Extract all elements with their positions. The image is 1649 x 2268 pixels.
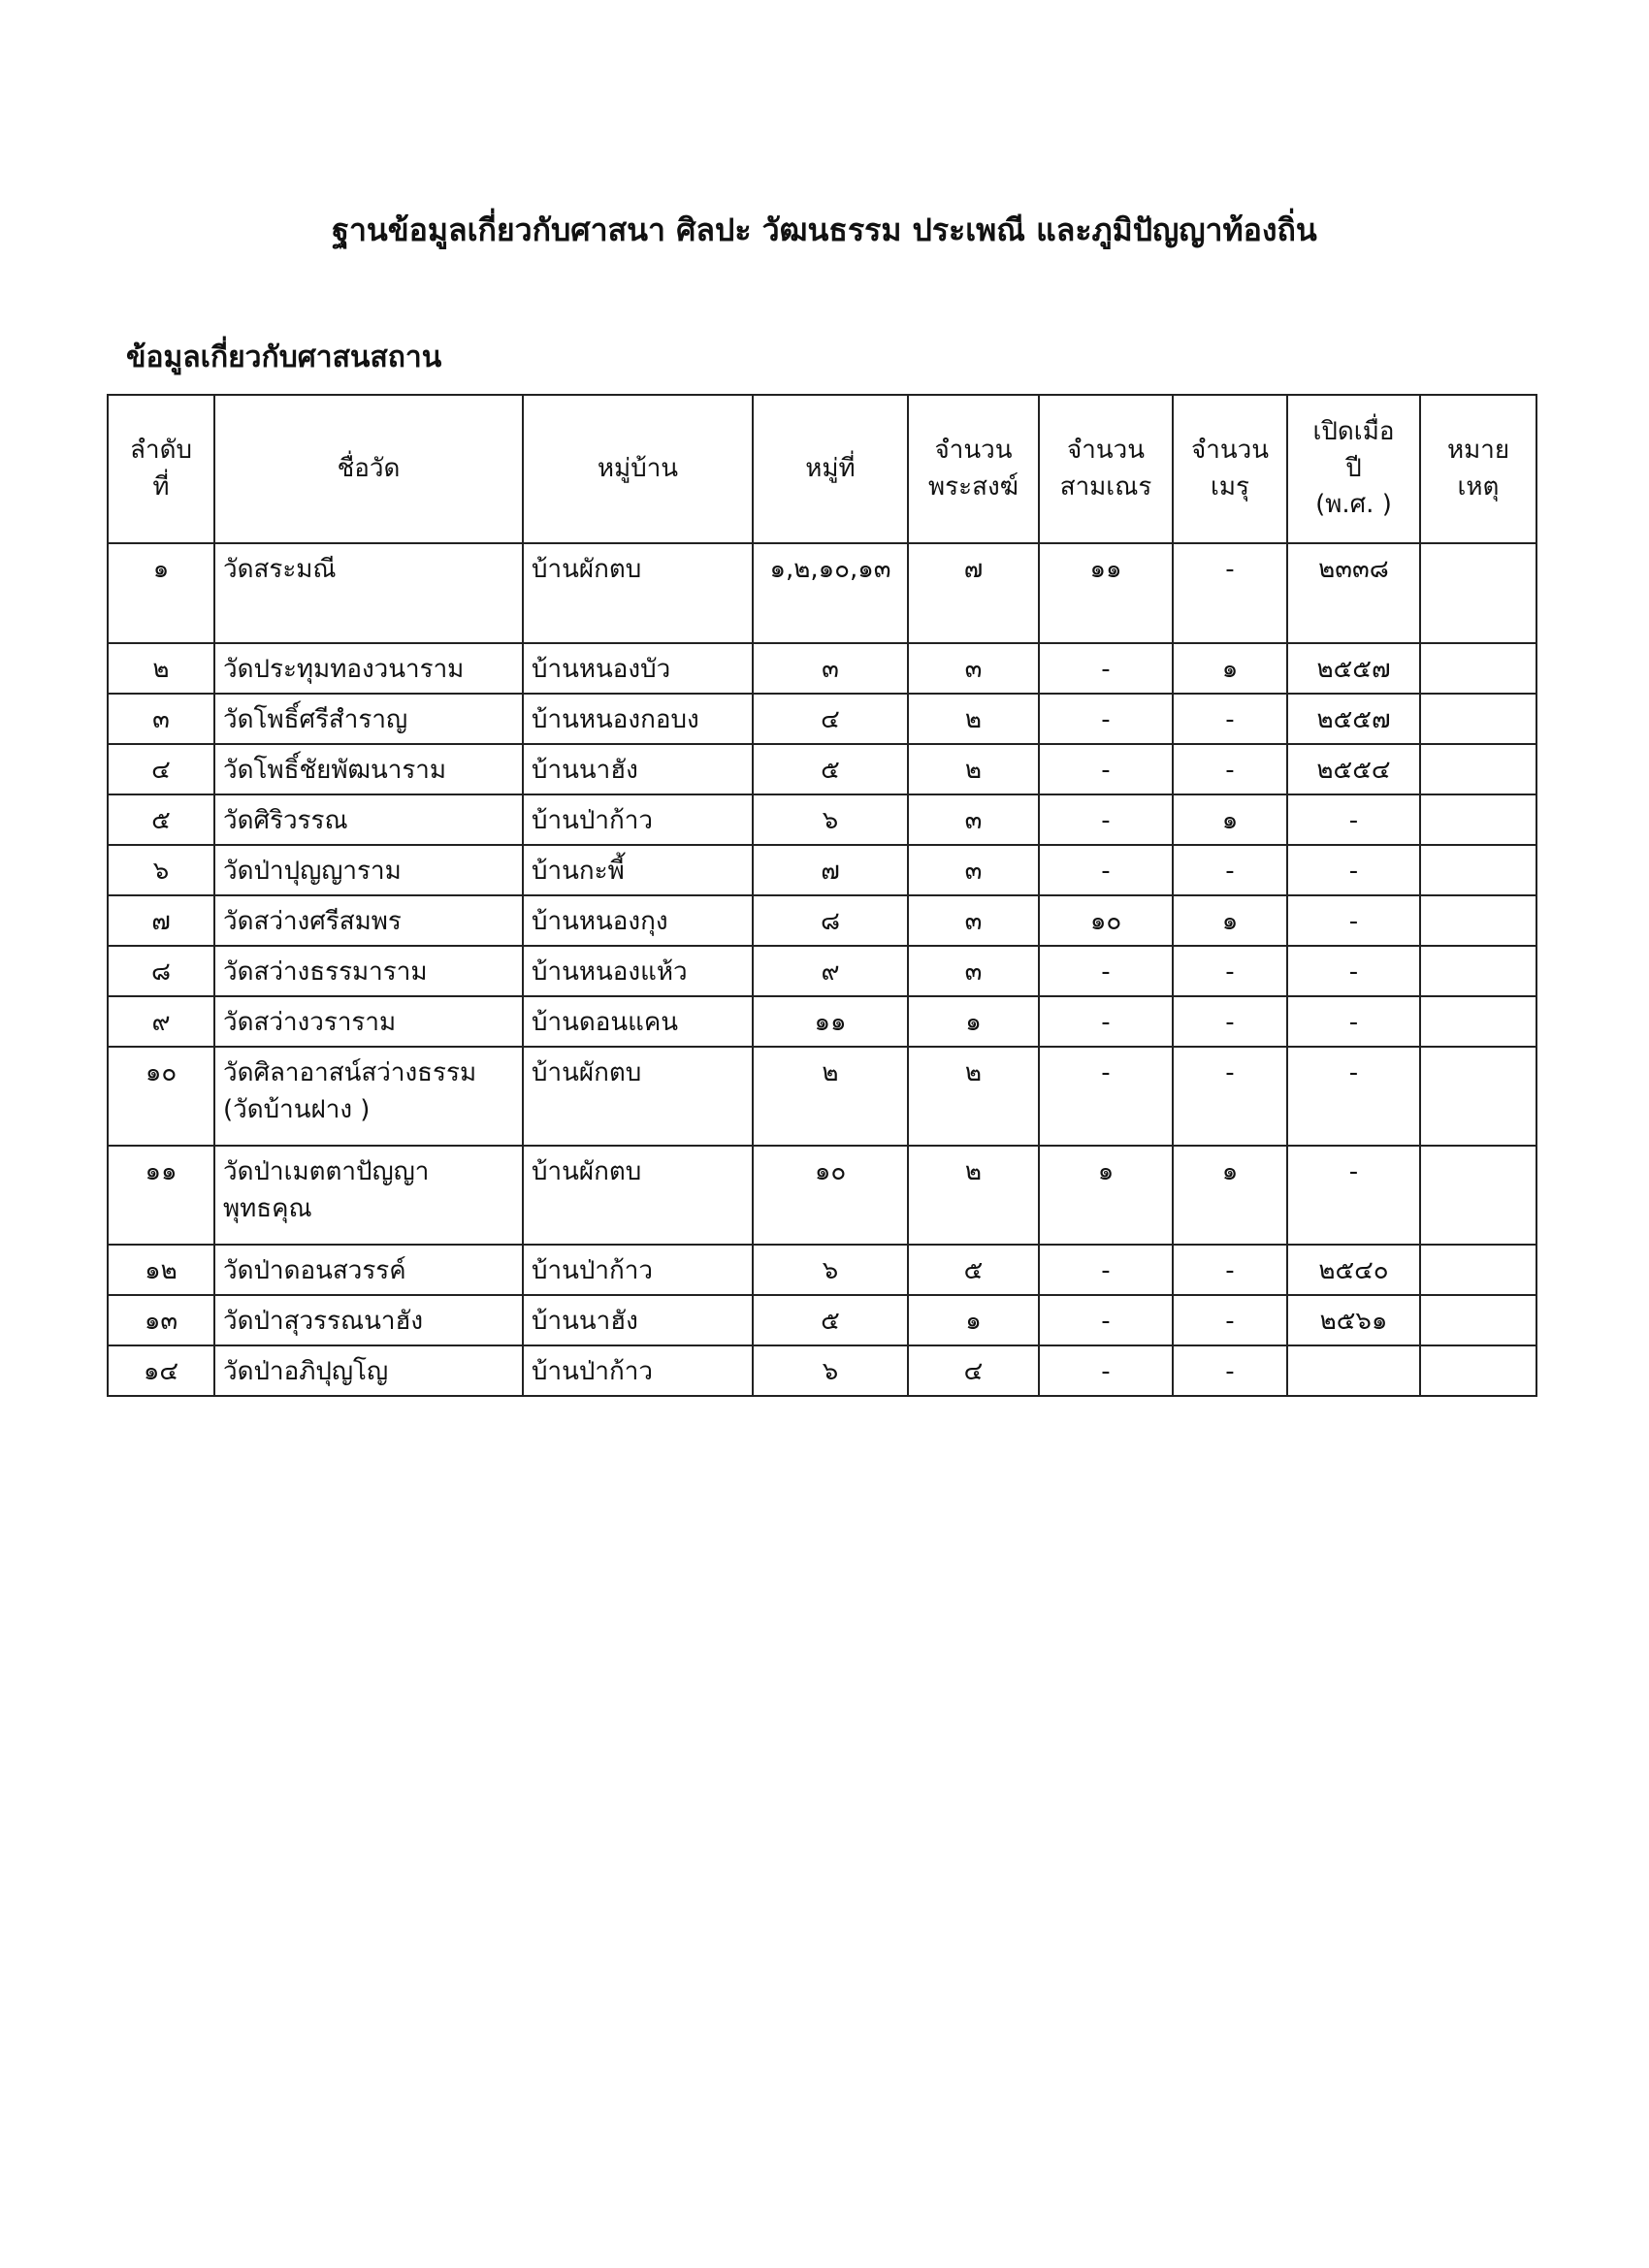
temple-name-line: วัดประทุมทองวนาราม [223, 655, 465, 684]
cell-novices: - [1039, 1047, 1173, 1146]
cell-meru: - [1173, 946, 1287, 996]
temple-name-line: วัดโพธิ์ศรีสำราญ [223, 705, 408, 734]
cell-temple-name [214, 543, 523, 643]
cell-meru: ๑ [1173, 643, 1287, 694]
cell-opened-year: ๒๕๕๗ [1287, 643, 1420, 694]
table-row [108, 744, 1536, 794]
cell-novices: - [1039, 845, 1173, 895]
cell-order: ๘ [108, 946, 214, 996]
cell-moo: ๖ [753, 1245, 908, 1295]
table-row [108, 643, 1536, 694]
cell-moo: ๑๐ [753, 1146, 908, 1245]
cell-novices: ๑๐ [1039, 895, 1173, 946]
cell-order: ๖ [108, 845, 214, 895]
cell-remark [1420, 643, 1536, 694]
cell-remark [1420, 694, 1536, 744]
cell-village: บ้านกะพี้ [523, 845, 753, 895]
cell-remark [1420, 543, 1536, 643]
header-moo: หมู่ที่ [753, 395, 908, 543]
cell-novices: - [1039, 643, 1173, 694]
cell-order: ๑๐ [108, 1047, 214, 1146]
cell-order: ๙ [108, 996, 214, 1047]
header-opened-line: (พ.ศ. ) [1315, 490, 1392, 520]
cell-opened-year: - [1287, 845, 1420, 895]
cell-order: ๑๒ [108, 1245, 214, 1295]
cell-village: บ้านหนองกุง [523, 895, 753, 946]
cell-village: บ้านหนองแห้ว [523, 946, 753, 996]
header-meru-line: จำนวน [1191, 435, 1269, 465]
table-row [108, 694, 1536, 744]
cell-meru: ๑ [1173, 895, 1287, 946]
temple-name-line: วัดป่าปุญญาราม [223, 857, 402, 886]
table-row [108, 1047, 1536, 1146]
cell-opened-year: - [1287, 996, 1420, 1047]
header-remark-line: เหตุ [1457, 471, 1500, 502]
cell-novices: - [1039, 1245, 1173, 1295]
cell-opened-year: ๒๕๕๗ [1287, 694, 1420, 744]
cell-moo: ๗ [753, 845, 908, 895]
cell-opened-year: - [1287, 946, 1420, 996]
section-heading: ข้อมูลเกี่ยวกับศาสนสถาน [126, 340, 442, 374]
temple-name-line: พุทธคุณ [223, 1193, 312, 1223]
cell-novices: ๑๑ [1039, 543, 1173, 643]
cell-monks: ๓ [908, 794, 1039, 845]
header-monks [908, 395, 1039, 543]
cell-temple-name [214, 845, 523, 895]
document-title: ฐานข้อมูลเกี่ยวกับศาสนา ศิลปะ วัฒนธรรม ประเพณี และภูมิปัญญาท้องถิ่น [332, 211, 1317, 248]
cell-meru: - [1173, 1245, 1287, 1295]
cell-village: บ้านดอนแคน [523, 996, 753, 1047]
temple-name-line: วัดสระมณี [223, 555, 337, 584]
table-row [108, 1295, 1536, 1345]
cell-remark [1420, 744, 1536, 794]
cell-remark [1420, 1245, 1536, 1295]
cell-monks: ๕ [908, 1245, 1039, 1295]
header-novices-line: จำนวน [1067, 435, 1145, 465]
cell-novices: ๑ [1039, 1146, 1173, 1245]
cell-monks: ๓ [908, 895, 1039, 946]
cell-meru: - [1173, 694, 1287, 744]
cell-moo: ๖ [753, 794, 908, 845]
table-row [108, 946, 1536, 996]
cell-remark [1420, 946, 1536, 996]
cell-village: บ้านผักตบ [523, 1047, 753, 1146]
cell-order: ๓ [108, 694, 214, 744]
cell-moo: ๕ [753, 1295, 908, 1345]
cell-opened-year: ๒๕๕๔ [1287, 744, 1420, 794]
cell-remark [1420, 794, 1536, 845]
cell-temple-name [214, 744, 523, 794]
temples-table [107, 394, 1537, 1397]
header-order-line: ลำดับ [130, 435, 192, 465]
cell-novices: - [1039, 946, 1173, 996]
cell-monks: ๒ [908, 1047, 1039, 1146]
cell-order: ๑ [108, 543, 214, 643]
header-remark [1420, 395, 1536, 543]
cell-temple-name [214, 1245, 523, 1295]
table-header-row [108, 395, 1536, 543]
temple-name-line: วัดศิริวรรณ [223, 806, 348, 835]
temple-name-line: วัดป่าเมตตาปัญญา [223, 1157, 430, 1186]
cell-meru: - [1173, 1345, 1287, 1396]
cell-moo: ๕ [753, 744, 908, 794]
cell-temple-name [214, 643, 523, 694]
cell-remark [1420, 845, 1536, 895]
cell-monks: ๒ [908, 744, 1039, 794]
cell-opened-year [1287, 1345, 1420, 1396]
cell-order: ๒ [108, 643, 214, 694]
header-order [108, 395, 214, 543]
cell-novices: - [1039, 794, 1173, 845]
header-meru [1173, 395, 1287, 543]
temple-name-line: วัดป่าสุวรรณนาฮัง [223, 1307, 424, 1336]
cell-temple-name [214, 694, 523, 744]
cell-monks: ๑ [908, 1295, 1039, 1345]
header-meru-line: เมรุ [1211, 471, 1249, 502]
cell-novices: - [1039, 996, 1173, 1047]
cell-order: ๕ [108, 794, 214, 845]
cell-opened-year: - [1287, 895, 1420, 946]
cell-monks: ๒ [908, 1146, 1039, 1245]
cell-meru: - [1173, 744, 1287, 794]
cell-village: บ้านนาฮัง [523, 744, 753, 794]
cell-novices: - [1039, 1295, 1173, 1345]
cell-village: บ้านผักตบ [523, 543, 753, 643]
temple-name-line: วัดโพธิ์ชัยพัฒนาราม [223, 756, 447, 785]
cell-moo: ๖ [753, 1345, 908, 1396]
cell-monks: ๓ [908, 946, 1039, 996]
cell-opened-year: - [1287, 1047, 1420, 1146]
table-row [108, 845, 1536, 895]
cell-meru: - [1173, 1047, 1287, 1146]
cell-temple-name [214, 996, 523, 1047]
temple-name-line: วัดป่าดอนสวรรค์ [223, 1256, 406, 1285]
cell-order: ๑๑ [108, 1146, 214, 1245]
cell-remark [1420, 1295, 1536, 1345]
header-opened-year [1287, 395, 1420, 543]
cell-temple-name [214, 794, 523, 845]
header-order-line: ที่ [152, 471, 170, 502]
cell-order: ๑๓ [108, 1295, 214, 1345]
header-novices [1039, 395, 1173, 543]
cell-temple-name [214, 946, 523, 996]
cell-remark [1420, 1345, 1536, 1396]
cell-meru: ๑ [1173, 794, 1287, 845]
header-remark-line: หมาย [1446, 435, 1510, 465]
cell-opened-year: ๒๓๓๘ [1287, 543, 1420, 643]
cell-opened-year: - [1287, 794, 1420, 845]
cell-temple-name [214, 1295, 523, 1345]
cell-opened-year: - [1287, 1146, 1420, 1245]
table-row [108, 895, 1536, 946]
cell-monks: ๔ [908, 1345, 1039, 1396]
cell-monks: ๑ [908, 996, 1039, 1047]
cell-remark [1420, 1146, 1536, 1245]
cell-monks: ๓ [908, 845, 1039, 895]
header-novices-line: สามเณร [1059, 471, 1152, 502]
cell-temple-name [214, 895, 523, 946]
cell-remark [1420, 996, 1536, 1047]
cell-monks: ๗ [908, 543, 1039, 643]
cell-moo: ๙ [753, 946, 908, 996]
cell-moo: ๘ [753, 895, 908, 946]
cell-village: บ้านนาฮัง [523, 1295, 753, 1345]
temple-name-line: วัดสว่างศรีสมพร [223, 907, 402, 936]
table-row [108, 794, 1536, 845]
cell-meru: - [1173, 996, 1287, 1047]
cell-temple-name [214, 1345, 523, 1396]
cell-moo: ๒ [753, 1047, 908, 1146]
cell-meru: - [1173, 1295, 1287, 1345]
table-row [108, 996, 1536, 1047]
cell-monks: ๒ [908, 694, 1039, 744]
header-monks-line: พระสงฆ์ [928, 471, 1018, 502]
temple-name-line: วัดสว่างธรรมาราม [223, 957, 428, 987]
cell-meru: ๑ [1173, 1146, 1287, 1245]
cell-village: บ้านป่าก้าว [523, 1245, 753, 1295]
cell-order: ๑๔ [108, 1345, 214, 1396]
cell-remark [1420, 895, 1536, 946]
cell-moo: ๔ [753, 694, 908, 744]
cell-order: ๔ [108, 744, 214, 794]
header-monks-line: จำนวน [934, 435, 1013, 465]
cell-temple-name [214, 1047, 523, 1146]
cell-novices: - [1039, 1345, 1173, 1396]
cell-remark [1420, 1047, 1536, 1146]
temple-name-line: วัดป่าอภิปุญโญ [223, 1357, 389, 1386]
cell-village: บ้านผักตบ [523, 1146, 753, 1245]
cell-opened-year: ๒๕๖๑ [1287, 1295, 1420, 1345]
cell-moo: ๓ [753, 643, 908, 694]
cell-temple-name [214, 1146, 523, 1245]
cell-village: บ้านป่าก้าว [523, 1345, 753, 1396]
table-row [108, 1345, 1536, 1396]
header-village: หมู่บ้าน [523, 395, 753, 543]
temple-name-line: วัดศิลาอาสน์สว่างธรรม [223, 1058, 477, 1087]
cell-moo: ๑,๒,๑๐,๑๓ [753, 543, 908, 643]
cell-meru: - [1173, 845, 1287, 895]
cell-village: บ้านหนองกอบง [523, 694, 753, 744]
table-row [108, 543, 1536, 643]
table-row [108, 1245, 1536, 1295]
cell-opened-year: ๒๕๔๐ [1287, 1245, 1420, 1295]
header-temple-name: ชื่อวัด [214, 395, 523, 543]
table-row [108, 1146, 1536, 1245]
cell-moo: ๑๑ [753, 996, 908, 1047]
cell-meru: - [1173, 543, 1287, 643]
temple-name-line: (วัดบ้านฝาง ) [223, 1094, 371, 1124]
header-opened-line: ปี [1345, 453, 1362, 483]
cell-novices: - [1039, 694, 1173, 744]
cell-village: บ้านป่าก้าว [523, 794, 753, 845]
temple-name-line: วัดสว่างวราราม [223, 1008, 397, 1037]
header-opened-line: เปิดเมื่อ [1312, 416, 1395, 446]
cell-village: บ้านหนองบัว [523, 643, 753, 694]
cell-order: ๗ [108, 895, 214, 946]
cell-monks: ๓ [908, 643, 1039, 694]
cell-novices: - [1039, 744, 1173, 794]
